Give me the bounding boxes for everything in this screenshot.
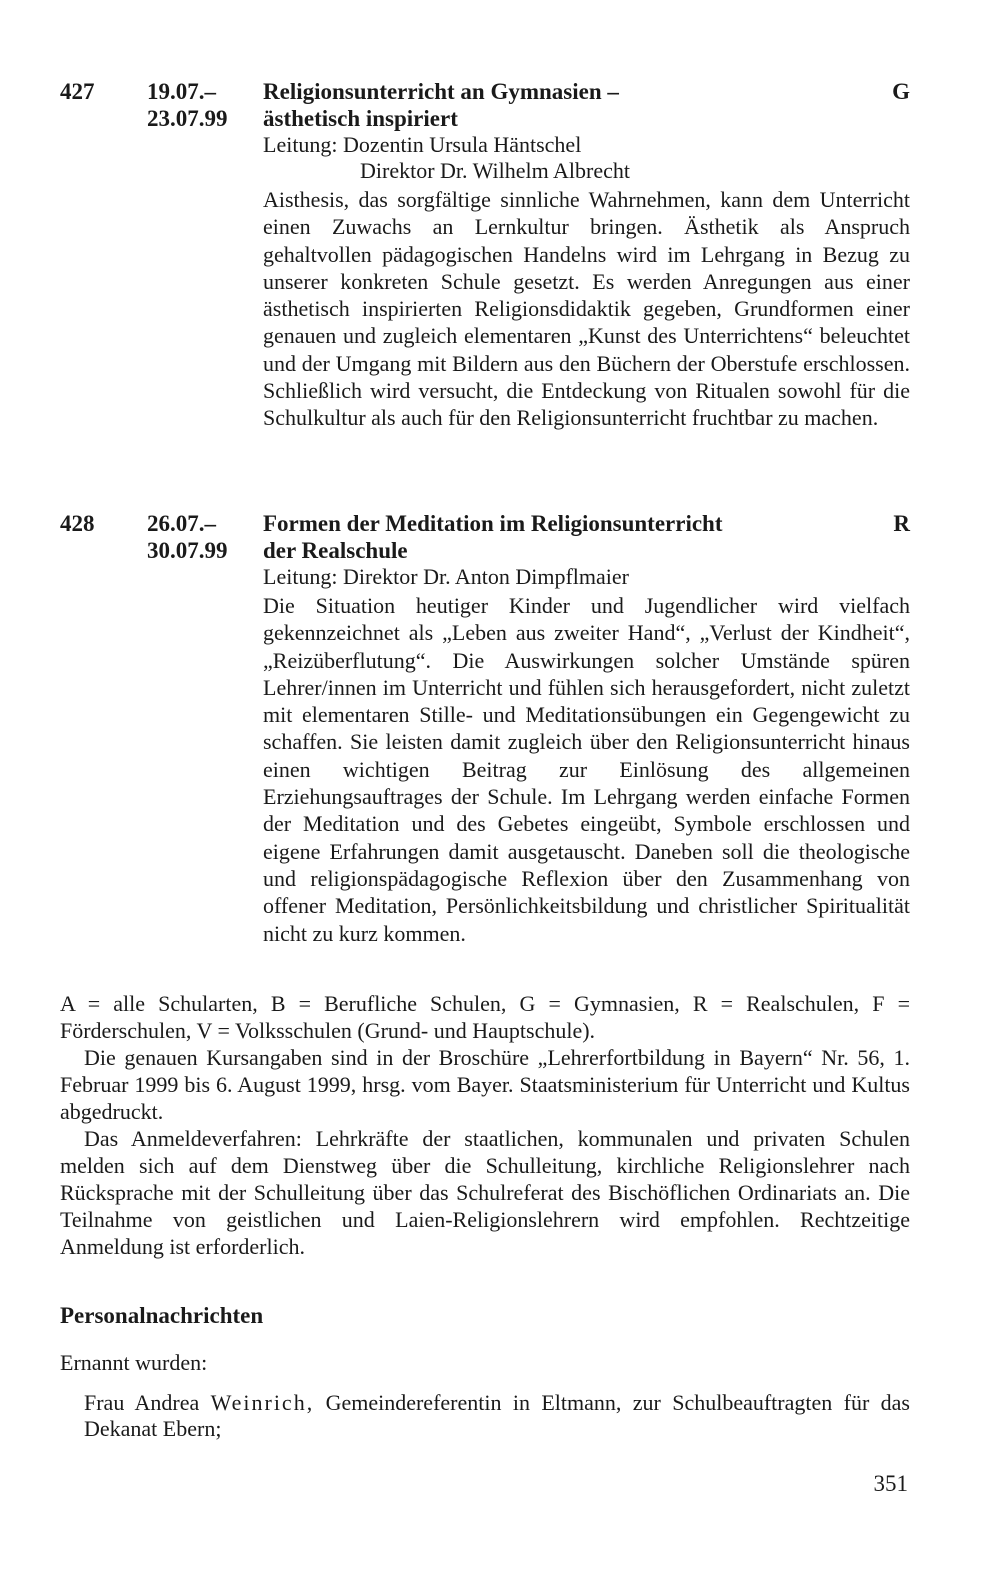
leitung-label: Leitung: [263,564,338,589]
section-heading: Personalnachrichten [60,1303,264,1328]
course-dates [147,78,257,132]
course-leitung-cont [263,158,910,184]
brochure-note: Die genauen Kursangaben sind in der Broschüre „Lehrerfortbildung in Bayern“ Nr. 56, 1. Februar 1999 bis 6. August 1999, hrsg. vom Bayer. Staatsministerium für Unterricht und Kultus abgedruckt. [60,1045,910,1124]
course-leader: Direktor Dr. Anton Dimpflmaier [343,564,629,589]
school-type-code: R [893,511,910,536]
course-number: 428 [60,511,95,536]
course-leitung [263,132,910,158]
course-title [263,510,910,564]
course-leader: Dozentin Ursula Häntschel [343,132,582,157]
course-date-start: 26.07.– [147,511,216,536]
school-type-code: G [892,79,910,104]
course-date-end: 23.07.99 [147,106,228,131]
course-title-line1: Formen der Meditation im Religionsunterricht [263,511,723,536]
course-body [263,78,910,432]
course-description: Aisthesis, das sorgfältige sinnliche Wahrnehmen, kann dem Unterricht einen Zuwachs an Lernkultur bringen. Ästhetik als Anspruch gehaltvollen pädagogischen Handelns wird im Lehrgang in Bezug zu unserer konkreten Schule gesetzt. Es werden Anregungen aus einer ästhetisch inspirierten Religionsdidaktik gegeben, Grundformen einer genauen und zugleich elementaren „Kunst des Unterrichtens“ beleuchtet und der Umgang mit Bildern aus den Büchern der Oberstufe erschlossen. Schließlich wird versucht, die Entdeckung von Ritualen sowohl für die Schulkultur als auch für den Religionsunterricht fruchtbar zu machen. [263,187,910,431]
course-description: Die Situation heutiger Kinder und Jugendlicher wird vielfach gekennzeichnet als „Leben aus zweiter Hand“, „Verlust der Kindheit“, „Reizüberflutung“. Die Auswirkungen solcher Umstände spüren Lehrer/innen im Unterricht und fühlen sich herausgefordert, nicht zuletzt mit elementaren Stille- und Meditationsübungen ein Gegengewicht zu schaffen. Sie leisten damit zugleich über den Religionsunterricht hinaus einen wichtigen Beitrag zur Einlösung des allgemeinen Erziehungsauftrages der Schule. Im Lehrgang werden einfache Formen der Meditation und des Gebetes eingeübt, Symbole erschlossen und eigene Erfahrungen damit ausgetauscht. Daneben soll die theologische und religionspädagogische Reflexion über den Zusammenhang von offener Meditation, Persönlichkeitsbildung und christlicher Spiritualität nicht zu kurz kommen. [263,593,910,946]
course-leitung [263,564,910,590]
registration-note: Das Anmeldeverfahren: Lehrkräfte der staatlichen, kommunalen und privaten Schulen melden sich auf dem Dienstweg über die Schulleitung, kirchliche Religionslehrer nach Rücksprache mit der Schulleitung über das Schulreferat des Bischöflichen Ordinariats an. Die Teilnahme von geistlichen und Laien-Religionslehrern wird empfohlen. Rechtzeitige Anmeldung ist erforderlich. [60,1126,910,1259]
page-number: 351 [873,1471,908,1496]
course-title-line2: der Realschule [263,538,408,563]
course-number: 427 [60,79,95,104]
course-date-start: 19.07.– [147,79,216,104]
course-dates [147,510,257,564]
school-type-legend: A = alle Schularten, B = Berufliche Schulen, G = Gymnasien, R = Realschulen, F = Förderschulen, V = Volksschulen (Grund- und Hauptschule). [60,991,910,1043]
course-title-line2: ästhetisch inspiriert [263,106,458,131]
course-leader: Direktor Dr. Wilhelm Albrecht [360,158,630,183]
appointee-prefix: Frau Andrea [84,1390,200,1415]
course-date-end: 30.07.99 [147,538,228,563]
appointment-entry [84,1390,910,1442]
course-title-line1: Religionsunterricht an Gymnasien – [263,79,619,104]
leitung-label: Leitung: [263,132,338,157]
appointed-label: Ernannt wurden: [60,1350,208,1375]
appointee-surname: Weinrich, [210,1390,315,1415]
appointment-text: Gemeindereferentin in Eltmann, zur Schulbeauftragten für das Dekanat Ebern; [84,1390,910,1441]
course-title [263,78,910,132]
course-body [263,510,910,947]
notes-block [60,990,910,1260]
